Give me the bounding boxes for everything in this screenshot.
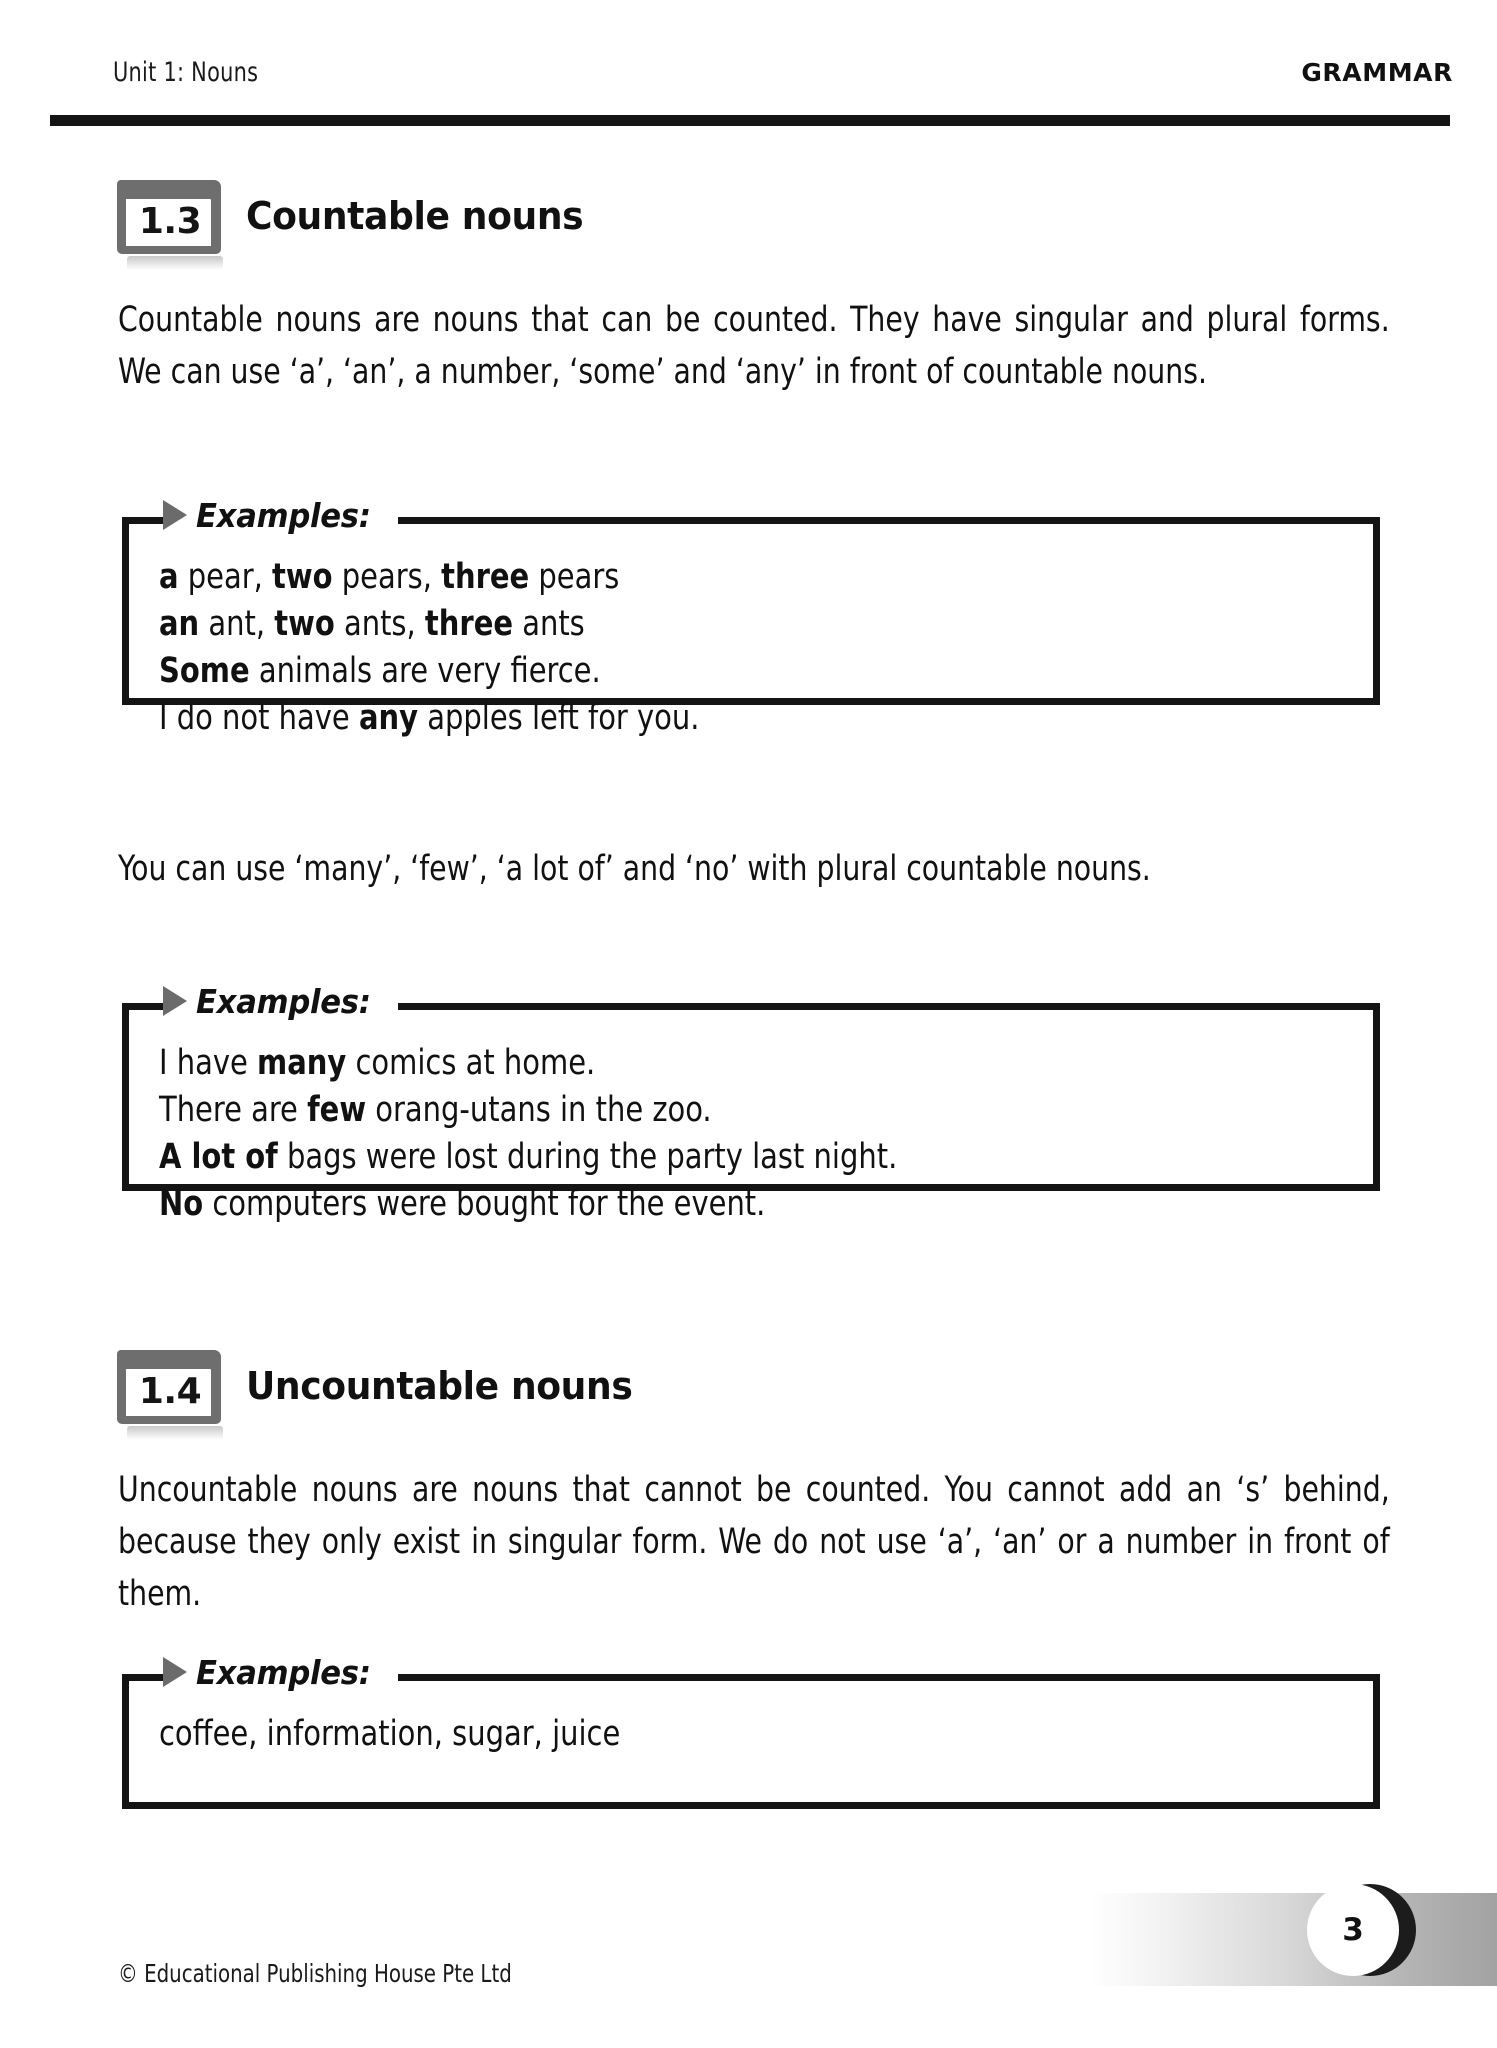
example-line: a pear, two pears, three pears (159, 557, 620, 597)
footer-copyright: © Educational Publishing House Pte Ltd (118, 1959, 512, 1988)
folder-icon-shadow (127, 256, 223, 270)
triangle-arrow-icon (163, 986, 187, 1016)
example-line: Some animals are very fierce. (159, 651, 601, 691)
triangle-arrow-icon (163, 1657, 187, 1687)
section-1-3-paragraph: Countable nouns are nouns that can be counted. They have singular and plural forms. We can use ‘a’, ‘an’, a number, ‘some’ and ‘any’ in front of countable nouns. (118, 300, 1390, 392)
example-line: an ant, two ants, three ants (159, 604, 585, 644)
example-line: I do not have any apples left for you. (159, 698, 700, 738)
examples-box-3-body (129, 1681, 1373, 1784)
second-paragraph: You can use ‘many’, ‘few’, ‘a lot of’ and ‘no’ with plural countable nouns. (118, 849, 1151, 889)
examples-label-text: Examples: (196, 981, 371, 1021)
section-1-4-paragraph: Uncountable nouns are nouns that cannot be counted. You cannot add an ‘s’ behind, because they only exist in singular form. We do not use ‘a’, ‘an’ or a number in front of them. (118, 1470, 1390, 1614)
examples-box-1-body (129, 524, 1373, 768)
running-head (113, 57, 1453, 97)
section-number: 1.4 (138, 1371, 202, 1412)
folder-icon-shadow (127, 1426, 223, 1440)
examples-label-1 (163, 495, 398, 535)
folder-icon (113, 178, 228, 262)
section-title: Countable nouns (246, 194, 584, 238)
examples-label-3 (163, 1652, 398, 1692)
section-title: Uncountable nouns (246, 1364, 633, 1408)
examples-box-1 (122, 495, 1380, 738)
page-number-band (1090, 1893, 1497, 1986)
examples-box-3 (122, 1652, 1380, 1809)
triangle-arrow-icon (163, 500, 187, 530)
examples-box-2 (122, 981, 1380, 1224)
examples-label-text: Examples: (196, 495, 371, 535)
page-number-badge (1307, 1884, 1399, 1976)
example-line: I have many comics at home. (159, 1043, 596, 1083)
running-head-subject-label: GRAMMAR (1301, 58, 1453, 87)
example-line: There are few orang-utans in the zoo. (159, 1090, 712, 1130)
example-line: No computers were bought for the event. (159, 1184, 766, 1224)
section-heading-1-3 (113, 178, 584, 262)
examples-label-text: Examples: (196, 1652, 371, 1692)
examples-box-2-body (129, 1010, 1373, 1254)
running-head-unit-label: Unit 1: Nouns (113, 57, 259, 88)
page-number-text: 3 (1342, 1912, 1364, 1948)
example-line: A lot of bags were lost during the party last night. (159, 1137, 898, 1177)
examples-label-2 (163, 981, 398, 1021)
example-line: coffee, information, sugar, juice (159, 1714, 621, 1754)
section-number: 1.3 (138, 201, 202, 242)
section-heading-1-4 (113, 1348, 633, 1432)
header-divider-rule (50, 115, 1450, 126)
folder-icon (113, 1348, 228, 1432)
